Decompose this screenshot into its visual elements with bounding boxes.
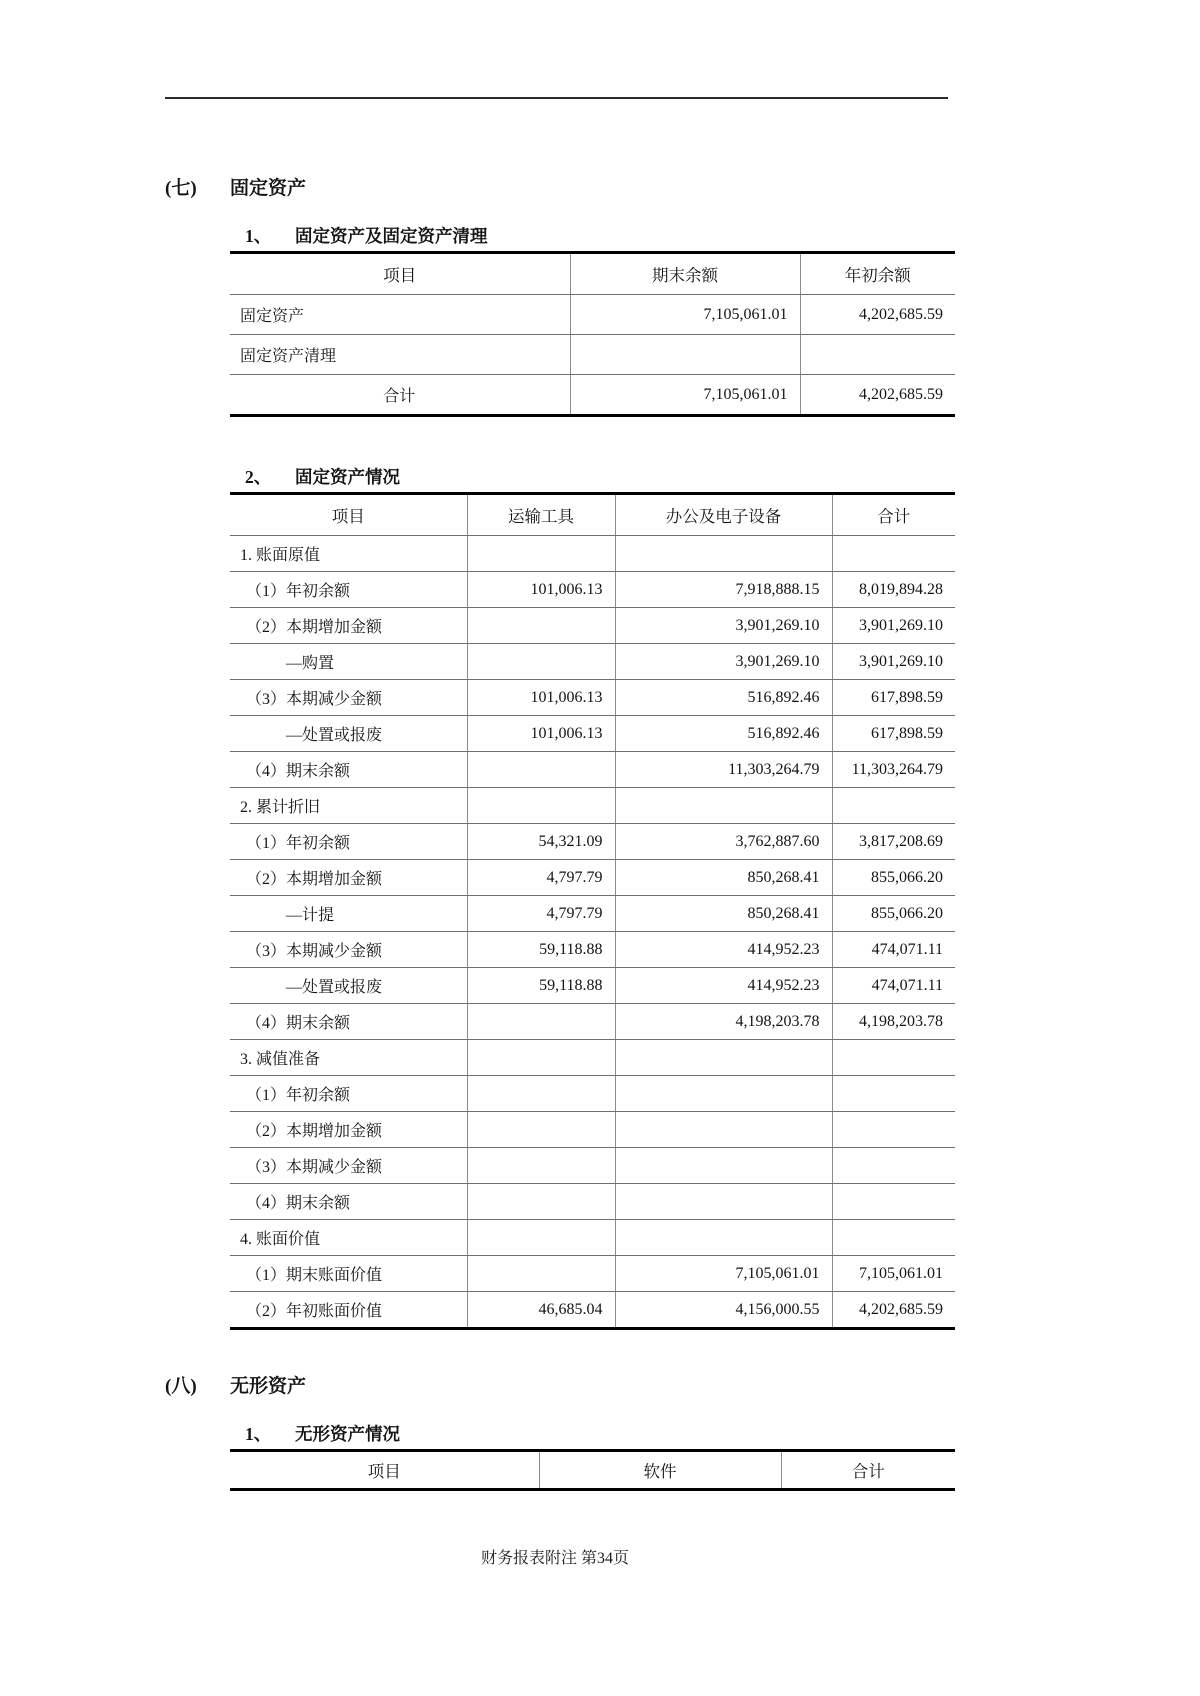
transport-equipment-value: 101,006.13 <box>467 572 615 608</box>
total-value: 4,198,203.78 <box>832 1004 955 1040</box>
office-electronics-value <box>615 788 832 824</box>
table-row <box>230 295 955 335</box>
total-value: 8,019,894.28 <box>832 572 955 608</box>
office-electronics-value <box>615 1112 832 1148</box>
total-value <box>832 1040 955 1076</box>
transport-equipment-value <box>467 788 615 824</box>
subsection-1-title: 固定资产及固定资产清理 <box>295 226 488 246</box>
row-label: 3. 减值准备 <box>230 1040 467 1076</box>
column-header-item: 项目 <box>230 1451 539 1490</box>
row-label: —处置或报废 <box>230 716 467 752</box>
office-electronics-value: 850,268.41 <box>615 896 832 932</box>
table-row <box>230 1004 955 1040</box>
transport-equipment-value: 46,685.04 <box>467 1292 615 1329</box>
table-row <box>230 1220 955 1256</box>
beginning-balance-value: 4,202,685.59 <box>800 375 955 416</box>
fixed-assets-detail-table <box>230 492 955 1330</box>
row-label: （1）年初余额 <box>230 572 467 608</box>
office-electronics-value: 7,105,061.01 <box>615 1256 832 1292</box>
table-row <box>230 1256 955 1292</box>
subsection-2-heading <box>245 465 1200 489</box>
table-row <box>230 536 955 572</box>
office-electronics-value: 414,952.23 <box>615 932 832 968</box>
subsection-8-1-number: 1、 <box>245 1424 272 1444</box>
column-header-item: 项目 <box>230 253 570 295</box>
table-row <box>230 1292 955 1329</box>
column-header-total: 合计 <box>781 1451 955 1490</box>
row-label: 固定资产清理 <box>230 335 570 375</box>
subsection-2-title: 固定资产情况 <box>295 467 400 487</box>
row-label: （1）年初余额 <box>230 1076 467 1112</box>
transport-equipment-value <box>467 1184 615 1220</box>
row-label: （3）本期减少金额 <box>230 680 467 716</box>
office-electronics-value <box>615 1076 832 1112</box>
row-label: （4）期末余额 <box>230 1004 467 1040</box>
table-row <box>230 932 955 968</box>
transport-equipment-value: 101,006.13 <box>467 716 615 752</box>
table-row <box>230 860 955 896</box>
column-header-transport-equipment: 运输工具 <box>467 494 615 536</box>
beginning-balance-value <box>800 335 955 375</box>
office-electronics-value: 4,156,000.55 <box>615 1292 832 1329</box>
fixed-assets-clearance-table <box>230 251 955 417</box>
office-electronics-value: 850,268.41 <box>615 860 832 896</box>
table-row <box>230 824 955 860</box>
office-electronics-value: 516,892.46 <box>615 680 832 716</box>
row-label: （2）本期增加金额 <box>230 608 467 644</box>
row-label: 2. 累计折旧 <box>230 788 467 824</box>
row-label: （4）期末余额 <box>230 752 467 788</box>
row-label: （3）本期减少金额 <box>230 932 467 968</box>
office-electronics-value: 3,901,269.10 <box>615 644 832 680</box>
transport-equipment-value: 59,118.88 <box>467 932 615 968</box>
row-label: （2）本期增加金额 <box>230 860 467 896</box>
total-value <box>832 1184 955 1220</box>
total-value: 3,901,269.10 <box>832 644 955 680</box>
row-label: （1）年初余额 <box>230 824 467 860</box>
table-row <box>230 335 955 375</box>
office-electronics-value: 7,918,888.15 <box>615 572 832 608</box>
office-electronics-value <box>615 1184 832 1220</box>
total-value: 3,901,269.10 <box>832 608 955 644</box>
table-row <box>230 788 955 824</box>
total-value <box>832 1112 955 1148</box>
transport-equipment-value: 4,797.79 <box>467 896 615 932</box>
table-row <box>230 644 955 680</box>
transport-equipment-value: 54,321.09 <box>467 824 615 860</box>
total-value: 474,071.11 <box>832 932 955 968</box>
office-electronics-value <box>615 1148 832 1184</box>
row-label: （2）年初账面价值 <box>246 1303 383 1320</box>
total-value: 855,066.20 <box>832 860 955 896</box>
transport-equipment-value <box>467 752 615 788</box>
subsection-1-heading <box>245 224 1200 248</box>
total-value: 617,898.59 <box>832 716 955 752</box>
transport-equipment-value <box>467 644 615 680</box>
table-row <box>230 1040 955 1076</box>
column-header-beginning-balance: 年初余额 <box>800 253 955 295</box>
row-label: —处置或报废 <box>230 968 467 1004</box>
total-value <box>832 1076 955 1112</box>
header-rule <box>165 97 948 99</box>
transport-equipment-value: 101,006.13 <box>467 680 615 716</box>
column-header-item: 项目 <box>230 494 467 536</box>
transport-equipment-value: 59,118.88 <box>467 968 615 1004</box>
section-7-number: (七) <box>165 178 197 199</box>
subsection-2-number: 2、 <box>245 467 272 487</box>
office-electronics-value: 4,198,203.78 <box>615 1004 832 1040</box>
table-row <box>230 896 955 932</box>
subsection-1-number: 1、 <box>245 226 272 246</box>
table-row <box>230 1076 955 1112</box>
row-label: —计提 <box>230 896 467 932</box>
table-row <box>230 572 955 608</box>
total-value <box>832 536 955 572</box>
section-8-heading <box>165 1374 1200 1400</box>
office-electronics-value: 11,303,264.79 <box>615 752 832 788</box>
fixed-assets-detail-body <box>230 536 955 1329</box>
transport-equipment-value <box>467 608 615 644</box>
total-value: 7,105,061.01 <box>832 1256 955 1292</box>
total-value <box>832 1220 955 1256</box>
intangible-assets-table <box>230 1449 955 1491</box>
row-label: （1）期末账面价值 <box>230 1256 467 1292</box>
section-7-heading <box>165 176 1200 202</box>
table-header-row <box>230 1451 955 1490</box>
row-label: 固定资产 <box>230 295 570 335</box>
table-row <box>230 680 955 716</box>
total-value: 617,898.59 <box>832 680 955 716</box>
transport-equipment-value <box>467 1148 615 1184</box>
total-value <box>832 788 955 824</box>
row-label: —购置 <box>230 644 467 680</box>
section-8-title: 无形资产 <box>230 1376 307 1397</box>
column-header-ending-balance: 期末余额 <box>570 253 800 295</box>
transport-equipment-value <box>467 1220 615 1256</box>
page-footer: 财务报表附注 第34页 <box>480 1550 629 1567</box>
table-row <box>230 1112 955 1148</box>
ending-balance-value <box>570 335 800 375</box>
table-header-row <box>230 253 955 295</box>
row-label: 1. 账面原值 <box>230 536 467 572</box>
office-electronics-value <box>615 1220 832 1256</box>
row-label: （4）期末余额 <box>230 1184 467 1220</box>
column-header-total: 合计 <box>832 494 955 536</box>
table-row <box>230 716 955 752</box>
office-electronics-value <box>615 536 832 572</box>
row-label: 合计 <box>383 388 416 405</box>
office-electronics-value: 414,952.23 <box>615 968 832 1004</box>
transport-equipment-value <box>467 536 615 572</box>
table-row <box>230 1148 955 1184</box>
column-header-office-electronics: 办公及电子设备 <box>615 494 832 536</box>
total-value: 11,303,264.79 <box>832 752 955 788</box>
section-7-title: 固定资产 <box>230 178 307 199</box>
ending-balance-value: 7,105,061.01 <box>570 375 800 416</box>
table-row <box>230 1184 955 1220</box>
ending-balance-value: 7,105,061.01 <box>570 295 800 335</box>
total-value <box>832 1148 955 1184</box>
office-electronics-value: 3,762,887.60 <box>615 824 832 860</box>
table-row <box>230 608 955 644</box>
row-label: 4. 账面价值 <box>230 1220 467 1256</box>
row-label: （2）本期增加金额 <box>230 1112 467 1148</box>
column-header-software: 软件 <box>539 1451 781 1490</box>
table-row <box>230 968 955 1004</box>
table-row <box>230 752 955 788</box>
fixed-assets-clearance-body <box>230 295 955 416</box>
table-row <box>230 375 955 416</box>
office-electronics-value: 516,892.46 <box>615 716 832 752</box>
subsection-8-1-heading <box>245 1422 1200 1446</box>
transport-equipment-value <box>467 1112 615 1148</box>
table-header-row <box>230 494 955 536</box>
transport-equipment-value <box>467 1256 615 1292</box>
total-value: 474,071.11 <box>832 968 955 1004</box>
total-value: 3,817,208.69 <box>832 824 955 860</box>
transport-equipment-value <box>467 1076 615 1112</box>
row-label: （3）本期减少金额 <box>230 1148 467 1184</box>
section-8-number: (八) <box>165 1376 197 1397</box>
transport-equipment-value: 4,797.79 <box>467 860 615 896</box>
beginning-balance-value: 4,202,685.59 <box>800 295 955 335</box>
total-value: 4,202,685.59 <box>832 1292 955 1329</box>
transport-equipment-value <box>467 1004 615 1040</box>
total-value: 855,066.20 <box>832 896 955 932</box>
office-electronics-value: 3,901,269.10 <box>615 608 832 644</box>
subsection-8-1-title: 无形资产情况 <box>295 1424 400 1444</box>
transport-equipment-value <box>467 1040 615 1076</box>
office-electronics-value <box>615 1040 832 1076</box>
